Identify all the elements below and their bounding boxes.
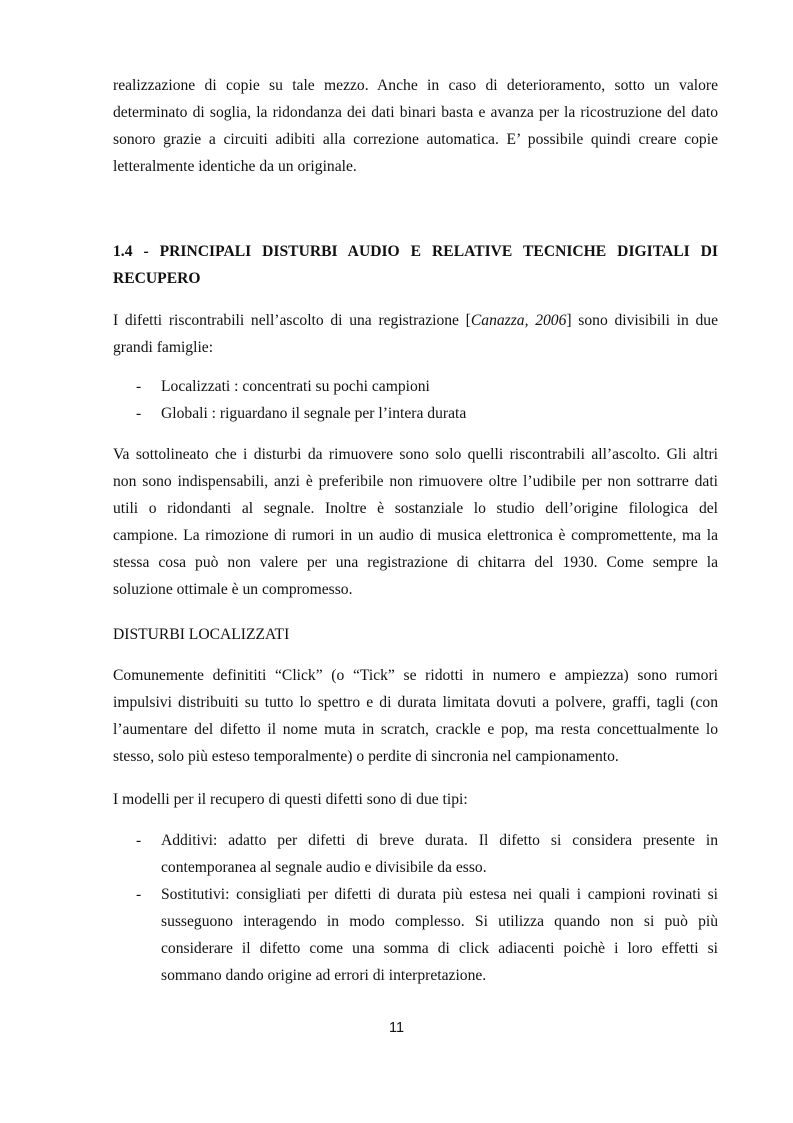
text-line: Comunemente definititi “Click” (o “Tick” se ridotti in numero e ampiezza) sono rumori <box>113 667 718 684</box>
heading-line: 1.4 - PRINCIPALI DISTURBI AUDIO E RELATIVE TECNICHE DIGITALI DI <box>113 243 718 260</box>
list-item <box>113 400 718 427</box>
list-item-line: considerare il difetto come una somma di click adiacenti poichè i loro effetti si <box>161 940 718 957</box>
text-line: stesso, solo più esteso temporalmente) o perdite di sincronia nel campionamento. <box>113 748 619 765</box>
heading-line: RECUPERO <box>113 270 201 287</box>
text-line: sonoro grazie a circuiti adibiti alla correzione automatica. E’ possibile quindi creare copie <box>113 131 718 148</box>
list-item-line: susseguono interagendo in modo complesso. Si utilizza quando non si può più <box>161 913 718 930</box>
underline-paragraph <box>113 441 718 603</box>
page-number: 11 <box>388 1020 405 1036</box>
text-line <box>113 307 718 334</box>
text-line: campione. La rimozione di rumori in un audio di musica elettronica è compromettente, ma la <box>113 527 718 544</box>
text-line: grandi famiglie: <box>113 339 214 356</box>
text-line: Va sottolineato che i disturbi da rimuovere sono solo quelli riscontrabili all’ascolto. Gli altri <box>113 446 718 463</box>
citation: Canazza, 2006 <box>470 312 567 329</box>
list-item <box>113 373 718 400</box>
text-line: determinato di soglia, la ridondanza dei dati binari basta e avanza per la ricostruzione del dato <box>113 104 718 121</box>
text-line: letteralmente identiche da un originale. <box>113 158 357 175</box>
families-list <box>113 373 718 427</box>
text-fragment: I difetti riscontrabili nell’ascolto di una registrazione [ <box>113 312 471 329</box>
text-line: stessa cosa può non valere per una registrazione di chitarra del 1930. Come sempre la <box>113 554 718 571</box>
list-item-text: Localizzati : concentrati su pochi campioni <box>161 378 430 395</box>
models-list <box>113 827 718 989</box>
list-item-line: contemporanea al segnale audio e divisibile da esso. <box>161 859 487 876</box>
dash-bullet: - <box>136 832 142 849</box>
text-fragment: ] sono divisibili in due <box>566 312 718 329</box>
list-item <box>113 881 718 989</box>
dash-bullet: - <box>136 405 142 422</box>
text-line: non sono indispensabili, anzi è preferibile non rimuovere oltre l’udibile per non sottrarre dati <box>113 473 718 490</box>
text-line: I modelli per il recupero di questi difetti sono di due tipi: <box>113 791 468 808</box>
click-paragraph <box>113 662 718 770</box>
text-line: impulsivi distribuiti su tutto lo spettro e di durata limitata dovuti a polvere, graffi, tagli (con <box>113 694 718 711</box>
text-line: soluzione ottimale è un compromesso. <box>113 581 353 598</box>
list-item-text: Globali : riguardano il segnale per l’intera durata <box>161 405 467 422</box>
models-intro <box>113 786 718 813</box>
text-line: l’aumentare del difetto il nome muta in scratch, crackle e pop, ma resta concettualmente lo <box>113 721 718 738</box>
list-item-line: Sostitutivi: consigliati per difetti di durata più estesa nei quali i campioni rovinati si <box>161 886 718 903</box>
dash-bullet: - <box>136 378 142 395</box>
intro-paragraph <box>113 72 718 180</box>
text-line: utili o ridondanti al segnale. Inoltre è sostanziale lo studio dell’origine filologica del <box>113 500 718 517</box>
list-item-line: Additivi: adatto per difetti di breve durata. Il difetto si considera presente in <box>161 832 718 849</box>
text-line: realizzazione di copie su tale mezzo. Anche in caso di deterioramento, sotto un valore <box>113 77 718 94</box>
list-item <box>113 827 718 881</box>
dash-bullet: - <box>136 886 142 903</box>
defects-paragraph <box>113 307 718 361</box>
local-disturbances-title: DISTURBI LOCALIZZATI <box>113 626 290 643</box>
list-item-line: sommano dando origine ad errori di interpretazione. <box>161 967 487 984</box>
section-heading <box>113 238 718 292</box>
